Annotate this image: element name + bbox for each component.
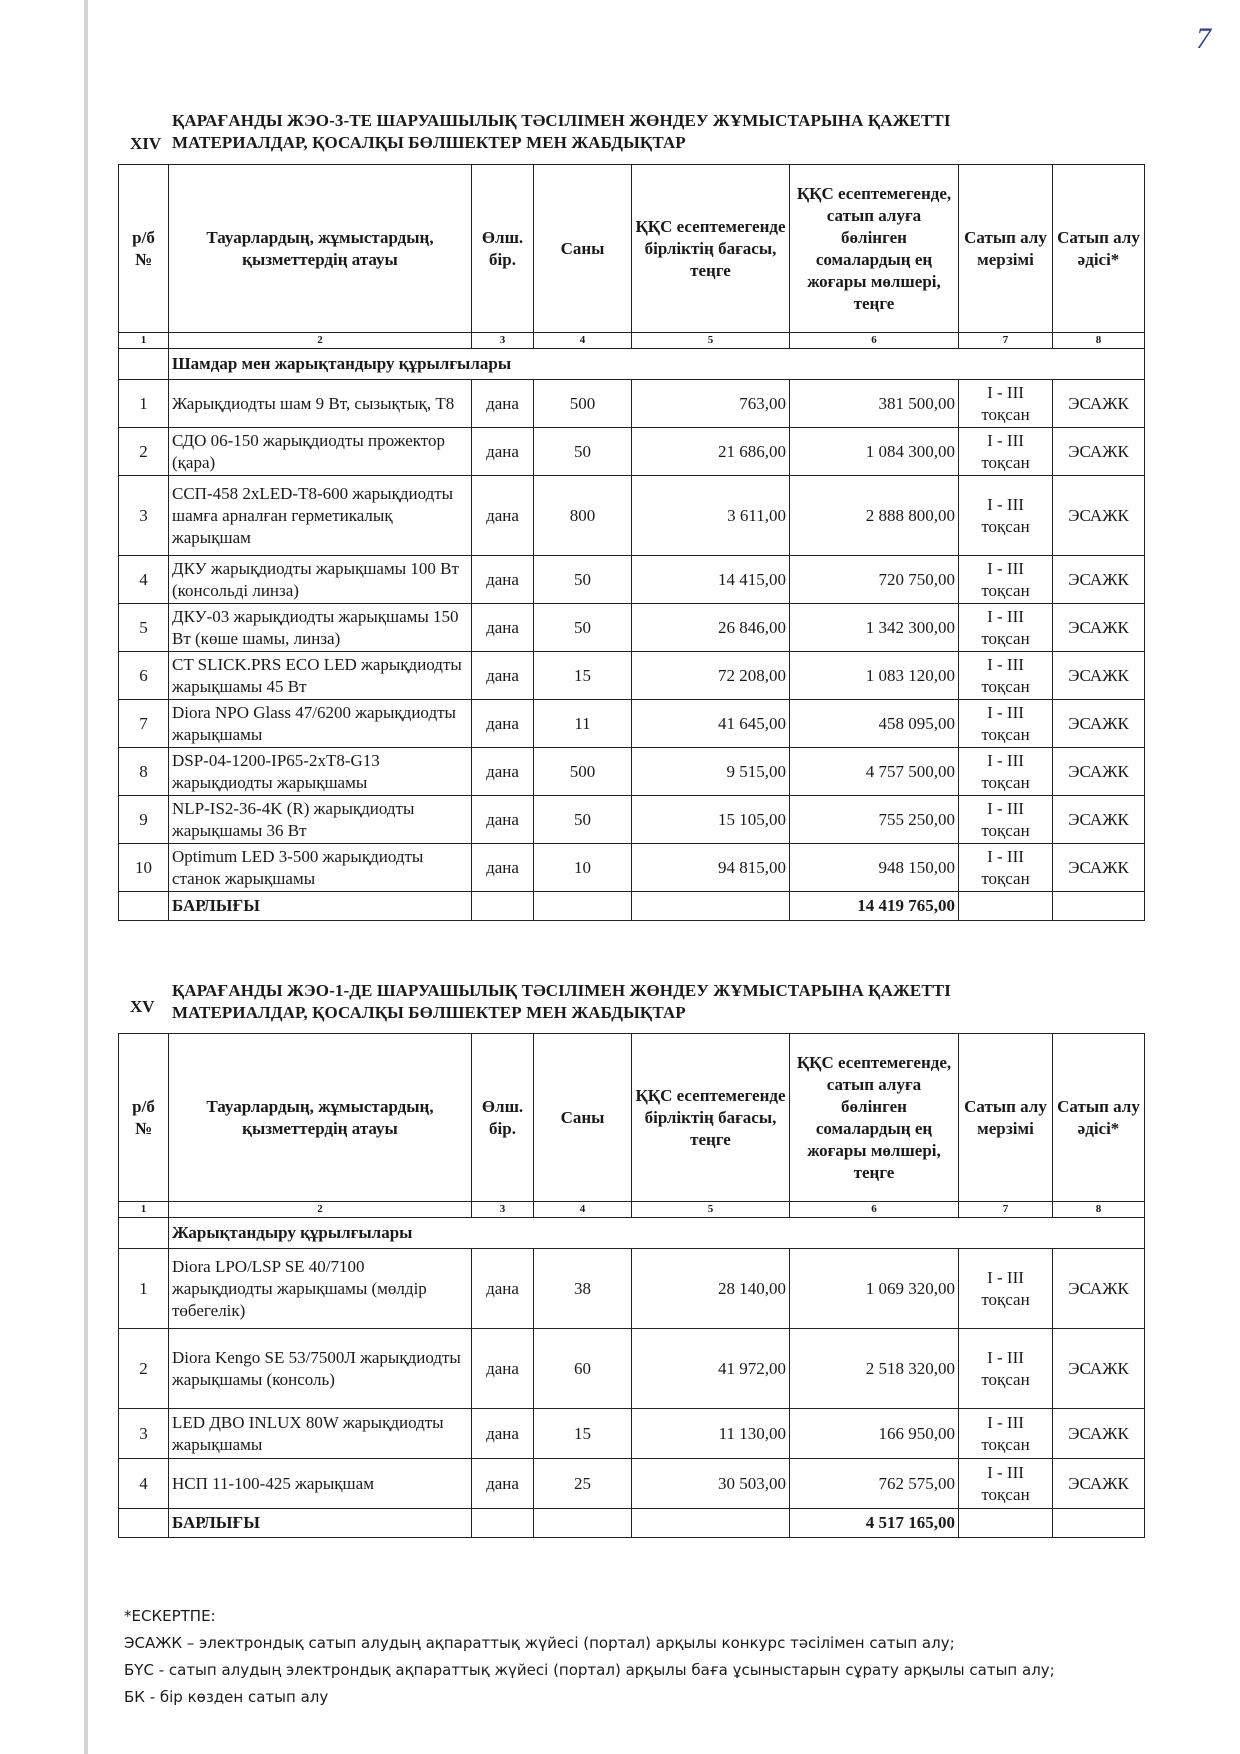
item-quantity: 500	[534, 380, 632, 428]
item-unit: дана	[472, 604, 534, 652]
item-method: ЭСАЖК	[1053, 604, 1145, 652]
col-header-method: Сатып алу әдісі*	[1053, 165, 1145, 333]
item-name: ДКУ жарықдиодты жарықшамы 100 Вт (консольді линза)	[169, 556, 472, 604]
row-number: 3	[119, 476, 169, 556]
item-unit-price: 94 815,00	[632, 844, 790, 892]
group-row	[119, 1218, 1145, 1249]
item-name: Diora Kengo SE 53/7500Л жарықдиодты жарықшамы (консоль)	[169, 1329, 472, 1409]
item-amount: 166 950,00	[790, 1409, 959, 1459]
item-unit-price: 21 686,00	[632, 428, 790, 476]
item-unit-price: 41 972,00	[632, 1329, 790, 1409]
row-number: 4	[119, 1459, 169, 1509]
item-method: ЭСАЖК	[1053, 1249, 1145, 1329]
col-header-qty: Саны	[534, 165, 632, 333]
table-row	[119, 700, 1145, 748]
item-method: ЭСАЖК	[1053, 556, 1145, 604]
col-number: 2	[169, 1202, 472, 1218]
item-unit: дана	[472, 652, 534, 700]
item-term: I - III тоқсан	[959, 1329, 1053, 1409]
item-quantity: 25	[534, 1459, 632, 1509]
item-unit: дана	[472, 1459, 534, 1509]
page-number: 7	[1196, 22, 1211, 55]
item-quantity: 60	[534, 1329, 632, 1409]
item-term: I - III тоқсан	[959, 796, 1053, 844]
item-method: ЭСАЖК	[1053, 652, 1145, 700]
col-number: 4	[534, 333, 632, 349]
item-unit-price: 15 105,00	[632, 796, 790, 844]
item-unit-price: 41 645,00	[632, 700, 790, 748]
col-header-price: ҚҚС есептемегенде бірліктің бағасы, теңге	[632, 165, 790, 333]
item-amount: 458 095,00	[790, 700, 959, 748]
item-term: I - III тоқсан	[959, 428, 1053, 476]
col-number: 5	[632, 1202, 790, 1218]
col-number: 1	[119, 1202, 169, 1218]
item-term: I - III тоқсан	[959, 748, 1053, 796]
item-quantity: 38	[534, 1249, 632, 1329]
item-unit-price: 28 140,00	[632, 1249, 790, 1329]
item-name: СДО 06-150 жарықдиодты прожектор (қара)	[169, 428, 472, 476]
item-name: Жарықдиодты шам 9 Вт, сызықтық, T8	[169, 380, 472, 428]
table-row	[119, 844, 1145, 892]
total-label: БАРЛЫҒЫ	[169, 892, 472, 921]
item-unit: дана	[472, 380, 534, 428]
item-quantity: 15	[534, 652, 632, 700]
row-number: 8	[119, 748, 169, 796]
item-unit: дана	[472, 1409, 534, 1459]
section-title-line: ҚАРАҒАНДЫ ЖЭО-1-ДЕ ШАРУАШЫЛЫҚ ТӘСІЛІМЕН ЖӨНДЕУ ЖҰМЫСТАРЫНА ҚАЖЕТТІ	[172, 981, 951, 1000]
item-quantity: 50	[534, 604, 632, 652]
item-unit-price: 72 208,00	[632, 652, 790, 700]
item-term: I - III тоқсан	[959, 476, 1053, 556]
item-unit-price: 26 846,00	[632, 604, 790, 652]
item-quantity: 11	[534, 700, 632, 748]
table-row	[119, 476, 1145, 556]
col-header-sum: ҚҚС есептемегенде, сатып алуға бөлінген сомалардың ең жоғары мөлшері, теңге	[790, 165, 959, 333]
group-title: Шамдар мен жарықтандыру құрылғылары	[169, 349, 1145, 380]
item-method: ЭСАЖК	[1053, 748, 1145, 796]
table-row	[119, 652, 1145, 700]
col-header-term: Сатып алу мерзімі	[959, 165, 1053, 333]
item-unit: дана	[472, 700, 534, 748]
item-term: I - III тоқсан	[959, 1459, 1053, 1509]
item-term: I - III тоқсан	[959, 1249, 1053, 1329]
item-name: DSP-04-1200-IP65-2xT8-G13 жарықдиодты жарықшамы	[169, 748, 472, 796]
footnote-title: *ЕСКЕРТПЕ:	[124, 1607, 216, 1625]
col-header-price: ҚҚС есептемегенде бірліктің бағасы, теңге	[632, 1034, 790, 1202]
materials-table	[118, 164, 1145, 921]
item-amount: 1 083 120,00	[790, 652, 959, 700]
item-method: ЭСАЖК	[1053, 844, 1145, 892]
item-term: I - III тоқсан	[959, 844, 1053, 892]
item-unit: дана	[472, 844, 534, 892]
group-title: Жарықтандыру құрылғылары	[169, 1218, 1145, 1249]
row-number: 1	[119, 1249, 169, 1329]
item-quantity: 50	[534, 428, 632, 476]
item-quantity: 50	[534, 556, 632, 604]
item-name: CT SLICK.PRS ECO LED жарықдиодты жарықшамы 45 Вт	[169, 652, 472, 700]
col-number: 6	[790, 1202, 959, 1218]
item-unit-price: 3 611,00	[632, 476, 790, 556]
col-number: 3	[472, 1202, 534, 1218]
item-term: I - III тоқсан	[959, 380, 1053, 428]
item-quantity: 15	[534, 1409, 632, 1459]
column-number-row	[119, 333, 1145, 349]
footnote-line: ЭСАЖК – электрондық сатып алудың ақпараттық жүйесі (портал) арқылы конкурс тәсілімен сатып алу;	[124, 1634, 955, 1652]
item-amount: 2 888 800,00	[790, 476, 959, 556]
item-term: I - III тоқсан	[959, 556, 1053, 604]
col-number: 6	[790, 333, 959, 349]
item-term: I - III тоқсан	[959, 604, 1053, 652]
row-number: 10	[119, 844, 169, 892]
row-number: 2	[119, 1329, 169, 1409]
total-row	[119, 1509, 1145, 1538]
col-number: 1	[119, 333, 169, 349]
section-number: XIV	[130, 134, 162, 153]
item-amount: 720 750,00	[790, 556, 959, 604]
item-method: ЭСАЖК	[1053, 1459, 1145, 1509]
item-name: Optimum LED 3-500 жарықдиодты станок жарықшамы	[169, 844, 472, 892]
section-title-line: ҚАРАҒАНДЫ ЖЭО-3-ТЕ ШАРУАШЫЛЫҚ ТӘСІЛІМЕН ЖӨНДЕУ ЖҰМЫСТАРЫНА ҚАЖЕТТІ	[172, 111, 951, 130]
item-amount: 2 518 320,00	[790, 1329, 959, 1409]
table-row	[119, 748, 1145, 796]
section-title	[172, 110, 951, 154]
row-number: 3	[119, 1409, 169, 1459]
table-row	[119, 1249, 1145, 1329]
total-value: 14 419 765,00	[790, 892, 959, 921]
item-unit-price: 14 415,00	[632, 556, 790, 604]
row-number: 7	[119, 700, 169, 748]
table-row	[119, 796, 1145, 844]
table-row	[119, 1459, 1145, 1509]
item-name: НСП 11-100-425 жарықшам	[169, 1459, 472, 1509]
item-name: LED ДВО INLUX 80W жарықдиодты жарықшамы	[169, 1409, 472, 1459]
item-term: I - III тоқсан	[959, 652, 1053, 700]
footnote-line: БК - бір көзден сатып алу	[124, 1688, 329, 1706]
col-number: 7	[959, 333, 1053, 349]
item-name: NLP-IS2-36-4K (R) жарықдиодты жарықшамы 36 Вт	[169, 796, 472, 844]
item-method: ЭСАЖК	[1053, 796, 1145, 844]
row-number: 5	[119, 604, 169, 652]
item-unit: дана	[472, 748, 534, 796]
item-quantity: 10	[534, 844, 632, 892]
col-number: 4	[534, 1202, 632, 1218]
row-number: 4	[119, 556, 169, 604]
col-number: 3	[472, 333, 534, 349]
materials-table	[118, 1033, 1145, 1538]
item-amount: 755 250,00	[790, 796, 959, 844]
col-number: 7	[959, 1202, 1053, 1218]
item-name: Diora LPO/LSP SE 40/7100 жарықдиодты жарықшамы (мөлдір төбегелік)	[169, 1249, 472, 1329]
total-label: БАРЛЫҒЫ	[169, 1509, 472, 1538]
item-method: ЭСАЖК	[1053, 380, 1145, 428]
row-number: 9	[119, 796, 169, 844]
row-number: 1	[119, 380, 169, 428]
col-header-qty: Саны	[534, 1034, 632, 1202]
item-method: ЭСАЖК	[1053, 476, 1145, 556]
table-row	[119, 604, 1145, 652]
table-row	[119, 1329, 1145, 1409]
col-header-num: р/б №	[119, 1034, 169, 1202]
column-number-row	[119, 1202, 1145, 1218]
item-term: I - III тоқсан	[959, 1409, 1053, 1459]
item-method: ЭСАЖК	[1053, 700, 1145, 748]
col-number: 2	[169, 333, 472, 349]
section-title-line: МАТЕРИАЛДАР, ҚОСАЛҚЫ БӨЛШЕКТЕР МЕН ЖАБДЫҚТАР	[172, 1003, 686, 1022]
section-title	[172, 980, 951, 1024]
col-number: 5	[632, 333, 790, 349]
item-unit: дана	[472, 796, 534, 844]
item-quantity: 50	[534, 796, 632, 844]
item-amount: 1 342 300,00	[790, 604, 959, 652]
item-amount: 4 757 500,00	[790, 748, 959, 796]
col-number: 8	[1053, 1202, 1145, 1218]
table-header-row	[119, 1034, 1145, 1202]
item-unit: дана	[472, 556, 534, 604]
col-header-sum: ҚҚС есептемегенде, сатып алуға бөлінген сомалардың ең жоғары мөлшері, теңге	[790, 1034, 959, 1202]
footnote-line: БҮС - сатып алудың электрондық ақпараттық жүйесі (портал) арқылы баға ұсыныстарын сұрату арқылы сатып алу;	[124, 1661, 1055, 1679]
item-method: ЭСАЖК	[1053, 1329, 1145, 1409]
section-number: XV	[130, 997, 155, 1016]
col-number: 8	[1053, 333, 1145, 349]
item-quantity: 800	[534, 476, 632, 556]
item-unit-price: 763,00	[632, 380, 790, 428]
item-amount: 381 500,00	[790, 380, 959, 428]
item-unit-price: 30 503,00	[632, 1459, 790, 1509]
item-unit-price: 9 515,00	[632, 748, 790, 796]
footnotes	[124, 1603, 1055, 1711]
total-row	[119, 892, 1145, 921]
col-header-name: Тауарлардың, жұмыстардың, қызметтердің атауы	[169, 1034, 472, 1202]
item-amount: 1 069 320,00	[790, 1249, 959, 1329]
section-title-line: МАТЕРИАЛДАР, ҚОСАЛҚЫ БӨЛШЕКТЕР МЕН ЖАБДЫҚТАР	[172, 133, 686, 152]
table-row	[119, 428, 1145, 476]
item-unit-price: 11 130,00	[632, 1409, 790, 1459]
group-row	[119, 349, 1145, 380]
col-header-unit: Өлш. бір.	[472, 165, 534, 333]
col-header-num: р/б №	[119, 165, 169, 333]
item-amount: 1 084 300,00	[790, 428, 959, 476]
item-name: Diora NPO Glass 47/6200 жарықдиодты жарықшамы	[169, 700, 472, 748]
item-amount: 762 575,00	[790, 1459, 959, 1509]
item-unit: дана	[472, 1329, 534, 1409]
item-unit: дана	[472, 476, 534, 556]
col-header-term: Сатып алу мерзімі	[959, 1034, 1053, 1202]
table-row	[119, 380, 1145, 428]
item-unit: дана	[472, 1249, 534, 1329]
item-unit: дана	[472, 428, 534, 476]
table-header-row	[119, 165, 1145, 333]
col-header-unit: Өлш. бір.	[472, 1034, 534, 1202]
item-name: ССП-458 2xLED-T8-600 жарықдиодты шамға арналған герметикалық жарықшам	[169, 476, 472, 556]
item-amount: 948 150,00	[790, 844, 959, 892]
col-header-method: Сатып алу әдісі*	[1053, 1034, 1145, 1202]
item-method: ЭСАЖК	[1053, 1409, 1145, 1459]
page-edge	[84, 0, 88, 1754]
item-term: I - III тоқсан	[959, 700, 1053, 748]
item-quantity: 500	[534, 748, 632, 796]
row-number: 6	[119, 652, 169, 700]
col-header-name: Тауарлардың, жұмыстардың, қызметтердің атауы	[169, 165, 472, 333]
table-row	[119, 1409, 1145, 1459]
row-number: 2	[119, 428, 169, 476]
total-value: 4 517 165,00	[790, 1509, 959, 1538]
table-row	[119, 556, 1145, 604]
item-name: ДКУ-03 жарықдиодты жарықшамы 150 Вт (көше шамы, линза)	[169, 604, 472, 652]
item-method: ЭСАЖК	[1053, 428, 1145, 476]
